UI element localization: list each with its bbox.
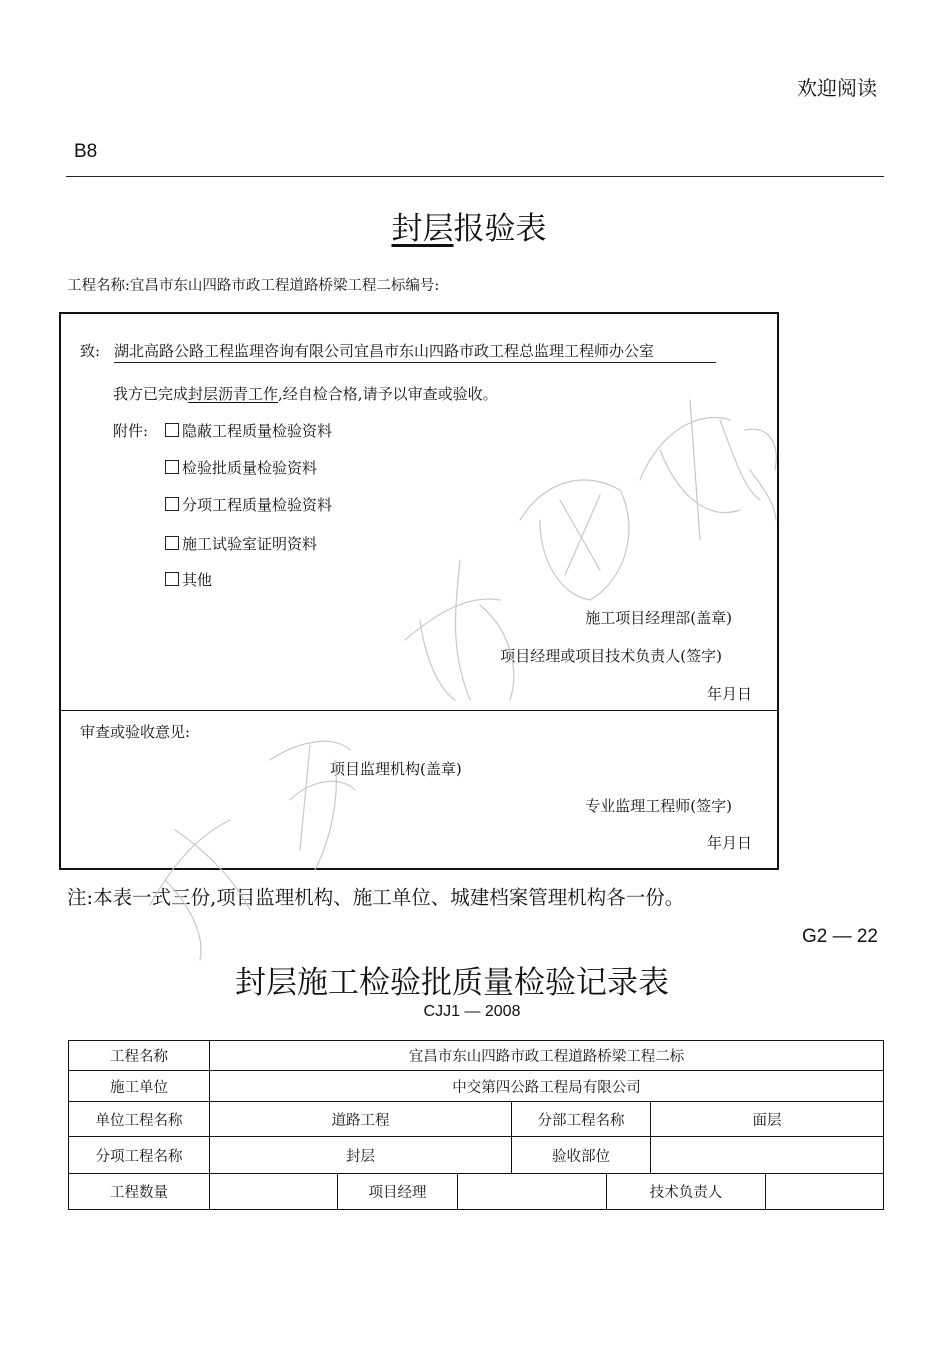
table-value-cell[interactable]: 封层 xyxy=(210,1137,512,1174)
standard-code: CJJ1 — 2008 xyxy=(423,1003,521,1020)
table-label-cell: 工程名称 xyxy=(69,1041,210,1071)
form2-title: 封层施工检验批质量检验记录表 xyxy=(235,965,669,1001)
table-row xyxy=(69,1041,884,1071)
table-label-cell: 验收部位 xyxy=(512,1137,651,1174)
form-divider xyxy=(59,710,777,711)
table-value-cell[interactable] xyxy=(766,1174,884,1210)
attachment-label: 附件: xyxy=(113,422,149,440)
completion-statement xyxy=(113,383,498,404)
form-note: 注:本表一式三份,项目监理机构、施工单位、城建档案管理机构各一份。 xyxy=(67,886,685,909)
table-value-cell[interactable]: 道路工程 xyxy=(210,1102,512,1137)
checkbox-icon[interactable] xyxy=(165,460,179,474)
manager-signature: 项目经理或项目技术负责人(签字) xyxy=(500,647,722,665)
table-label-cell: 单位工程名称 xyxy=(69,1102,210,1137)
checkbox-icon[interactable] xyxy=(165,497,179,511)
table-row xyxy=(69,1071,884,1102)
attachment-item[interactable]: 施工试验室证明资料 xyxy=(165,533,317,554)
table-label-cell: 技术负责人 xyxy=(607,1174,766,1210)
form1-title xyxy=(0,203,938,248)
date-line: 年月日 xyxy=(706,685,752,703)
attachment-item[interactable]: 隐蔽工程质量检验资料 xyxy=(165,420,332,441)
project-line: 工程名称:宜昌市东山四路市政工程道路桥梁工程二标编号: xyxy=(67,278,440,294)
welcome-text: 欢迎阅读 xyxy=(797,76,877,100)
completion-work: 封层沥青工作 xyxy=(188,385,279,403)
table-value-cell[interactable] xyxy=(651,1137,884,1174)
checkbox-icon[interactable] xyxy=(165,423,179,437)
table-value-cell[interactable] xyxy=(210,1174,338,1210)
completion-post: ,经自检合格,请予以审查或验收。 xyxy=(278,385,498,403)
record-info-table xyxy=(68,1040,884,1210)
table-label-cell: 工程数量 xyxy=(69,1174,210,1210)
header-rule xyxy=(66,176,884,177)
table-value-cell[interactable] xyxy=(458,1174,607,1210)
checkbox-icon[interactable] xyxy=(165,572,179,586)
attachment-item[interactable]: 其他 xyxy=(165,569,212,590)
attachment-item[interactable]: 检验批质量检验资料 xyxy=(165,457,317,478)
date-line: 年月日 xyxy=(706,834,752,852)
checkbox-icon[interactable] xyxy=(165,536,179,550)
contractor-stamp: 施工项目经理部(盖章) xyxy=(585,609,732,627)
form1-title-underlined: 封层 xyxy=(391,211,454,247)
to-recipient: 湖北高路公路工程监理咨询有限公司宜昌市东山四路市政工程总监理工程师办公室 xyxy=(114,340,716,363)
form-number: G2 — 22 xyxy=(801,926,878,947)
attachment-item[interactable]: 分项工程质量检验资料 xyxy=(165,494,332,515)
to-label: 致: xyxy=(80,342,101,360)
form-code: B8 xyxy=(74,141,98,162)
table-label-cell: 项目经理 xyxy=(338,1174,458,1210)
table-row xyxy=(69,1137,884,1174)
table-row xyxy=(69,1102,884,1137)
table-label-cell: 分部工程名称 xyxy=(512,1102,651,1137)
engineer-signature: 专业监理工程师(签字) xyxy=(585,797,732,815)
table-value-cell[interactable]: 中交第四公路工程局有限公司 xyxy=(210,1071,884,1102)
table-row xyxy=(69,1174,884,1210)
review-label: 审查或验收意见: xyxy=(80,723,191,741)
form1-title-rest: 报验表 xyxy=(453,211,547,247)
table-label-cell: 施工单位 xyxy=(69,1071,210,1102)
completion-pre: 我方已完成 xyxy=(113,385,189,403)
table-value-cell[interactable]: 面层 xyxy=(651,1102,884,1137)
supervisor-stamp: 项目监理机构(盖章) xyxy=(330,760,462,778)
table-label-cell: 分项工程名称 xyxy=(69,1137,210,1174)
table-value-cell[interactable]: 宜昌市东山四路市政工程道路桥梁工程二标 xyxy=(210,1041,884,1071)
